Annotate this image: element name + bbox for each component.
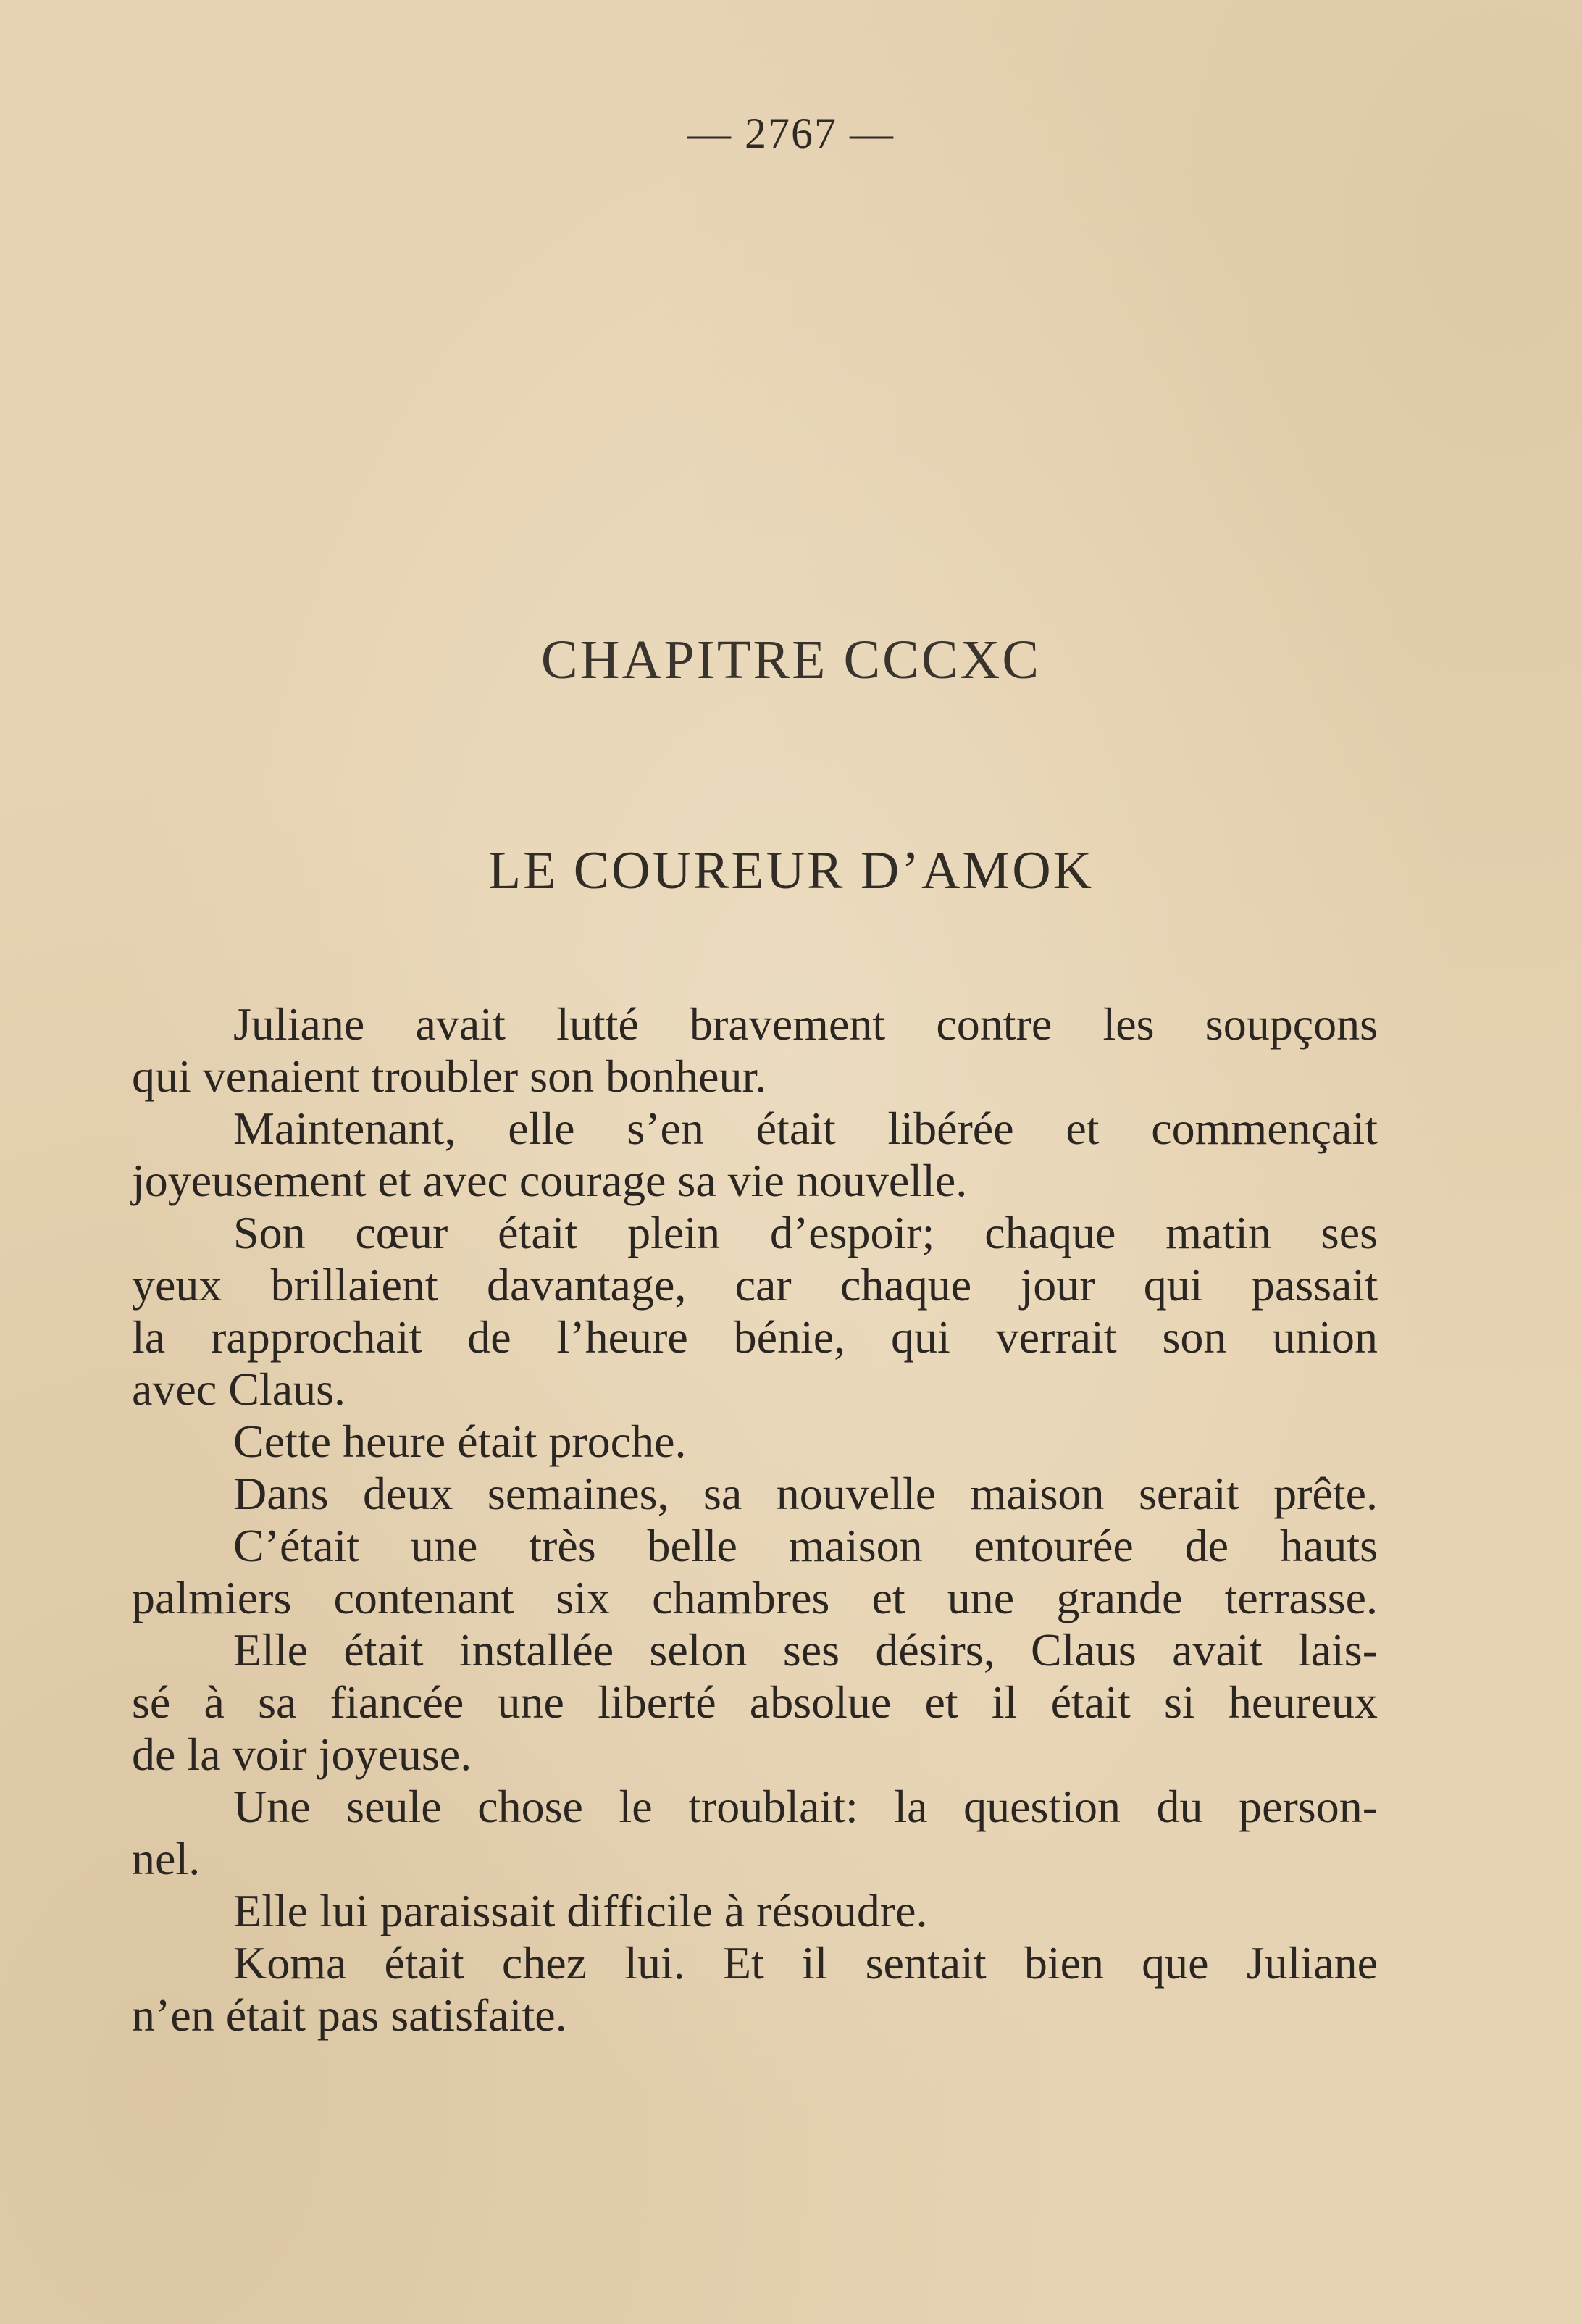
text-line: Cette heure était proche. <box>233 1416 687 1467</box>
text-line: nel. <box>132 1833 201 1884</box>
text-line: Une seule chose le troublait: la question du person- <box>233 1781 1378 1832</box>
text-line: Elle était installée selon ses désirs, Claus avait lais- <box>233 1624 1378 1676</box>
text-line: Juliane avait lutté bravement contre les soupçons <box>233 998 1378 1050</box>
text-line: avec Claus. <box>132 1363 346 1415</box>
chapter-heading: CHAPITRE CCCXC <box>540 630 1042 690</box>
text-line: palmiers contenant six chambres et une grande terrasse. <box>132 1572 1378 1623</box>
text-line: Dans deux semaines, sa nouvelle maison serait prête. <box>233 1468 1378 1519</box>
text-line: C’était une très belle maison entourée de hauts <box>233 1520 1378 1571</box>
text-line: Koma était chez lui. Et il sentait bien que Juliane <box>233 1937 1378 1989</box>
body-text <box>132 998 1378 2041</box>
page-number: — 2767 — <box>687 109 895 157</box>
text-line: de la voir joyeuse. <box>132 1729 472 1780</box>
text-line: la rapprochait de l’heure bénie, qui verrait son union <box>132 1311 1378 1363</box>
text-line: joyeusement et avec courage sa vie nouvelle. <box>132 1155 968 1206</box>
text-line: qui venaient troubler son bonheur. <box>132 1050 767 1102</box>
text-line: n’en était pas satisfaite. <box>132 1989 567 2041</box>
text-line: Son cœur était plein d’espoir; chaque matin ses <box>233 1207 1378 1258</box>
chapter-title: LE COUREUR D’AMOK <box>487 841 1095 900</box>
text-line: Elle lui paraissait difficile à résoudre. <box>233 1885 928 1936</box>
text-line: Maintenant, elle s’en était libérée et commençait <box>233 1103 1378 1154</box>
text-line: yeux brillaient davantage, car chaque jour qui passait <box>132 1259 1378 1311</box>
text-line: sé à sa fiancée une liberté absolue et il était si heureux <box>132 1676 1378 1728</box>
